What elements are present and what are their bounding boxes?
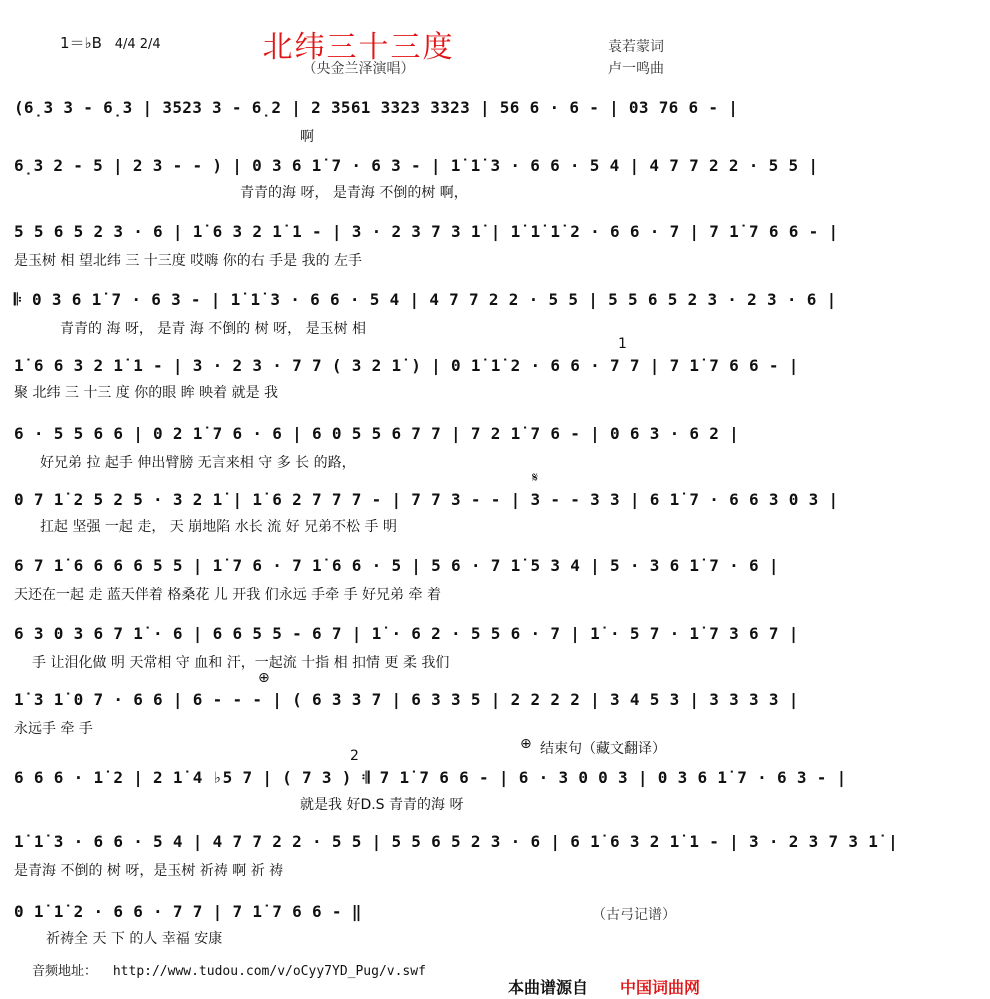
audio-address (32, 960, 426, 979)
score-line-11-lyrics: 就是我 好D.S 青青的海 呀 (300, 797, 464, 813)
score-line-6-lyrics: 好兄弟 拉 起手 伸出臂膀 无言来相 守 多 长 的路， (40, 455, 356, 471)
score-line-5-lyrics: 聚 北纬 三 十三 度 你的眼 眸 映着 就是 我 (14, 385, 279, 401)
score-line-9-notes: 6 3 0 3 6 7 1̇ · 6 | 6 6 5 5 - 6 7 | 1̇ · 6 2 · 5 5 6 · 7 | 1̇ · 5 7 · 1̇ 7 3 6 7 | (14, 624, 799, 643)
score-line-11-notes: 6 6 6 · 1̇ 2 | 2 1̇ 4 ♭5 7 | ( 7 3 ) 𝄇 7 1̇ 7 6 6 - | 6 · 3 0 0 3 | 0 3 6 1̇ 7 · 6 3 - | (14, 768, 847, 787)
score-line-10-lyrics: 永远手 牵 手 (14, 721, 93, 737)
volta-2-label: 2 (350, 748, 359, 764)
audio-url-link[interactable]: http://www.tudou.com/v/oCyy7YD_Pug/v.swf (112, 964, 426, 979)
score-line-3-lyrics: 是玉树 相 望北纬 三 十三度 哎嗨 你的右 手是 我的 左手 (14, 253, 363, 269)
key-time-signature (60, 32, 161, 53)
coda-mark-ending: ⊕ (520, 736, 532, 752)
score-line-4-lyrics: 青青的 海 呀， 是青 海 不倒的 树 呀， 是玉树 相 (60, 321, 367, 337)
score-line-6-notes: 6 · 5 5 6 6 | 0 2 1̇ 7 6 · 6 | 6 0 5 5 6 7 7 | 7 2 1̇ 7 6 - | 0 6 3 · 6 2 | (14, 424, 740, 443)
score-line-2-lyrics: 青青的海 呀， 是青海 不倒的树 啊， (240, 185, 468, 201)
volta-1-label: 1 (618, 336, 627, 352)
score-line-7-lyrics: 扛起 坚强 一起 走， 天 崩地陷 水长 流 好 兄弟不松 手 明 (40, 519, 397, 535)
key-signature: 1＝♭B (60, 34, 102, 52)
performer-subtitle: （央金兰泽演唱） (302, 61, 415, 77)
transcriber-credit: （古弓记谱） (592, 907, 676, 923)
source-text: 本曲谱源自 (508, 978, 589, 997)
composer: 卢一鸣曲 (608, 61, 664, 77)
score-line-7-notes: 0 7 1̇ 2 5 2 5 · 3 2 1̇ | 1̇ 6 2 7 7 7 - | 7 7 3 - - | 3 - - 3 3 | 6 1̇ 7 · 6 6 3 0 3 | (14, 490, 839, 509)
score-line-13-lyrics: 祈祷全 天 下 的人 幸福 安康 (46, 931, 223, 947)
score-line-5-notes: 1̇ 6 6 3 2 1̇ 1 - | 3 · 2 3 · 7 7 ( 3 2 1̇ ) | 0 1̇ 1̇ 2 · 6 6 · 7 7 | 7 1̇ 7 6 6 - | (14, 356, 799, 375)
score-line-8-notes: 6 7 1̇ 6 6 6 6 5 5 | 1̇ 7 6 · 7 1̇ 6 6 · 5 | 5 6 · 7 1̇ 5 3 4 | 5 · 3 6 1̇ 7 · 6 | (14, 556, 779, 575)
audio-label: 音频地址： (32, 964, 98, 979)
score-line-13-notes: 0 1̇ 1̇ 2 · 6 6 · 7 7 | 7 1̇ 7 6 6 - ‖ (14, 902, 362, 921)
score-line-2-notes: 6̣3 2 - 5 | 2 3 - - ) | 0 3 6 1̇ 7 · 6 3 - | 1̇ 1̇ 3 · 6 6 · 5 4 | 4 7 7 2 2 · 5 5 | (14, 156, 819, 175)
coda-mark: ⊕ (258, 670, 270, 686)
score-line-4-notes: 𝄆 0 3 6 1̇ 7 · 6 3 - | 1̇ 1̇ 3 · 6 6 · 5 4 | 4 7 7 2 2 · 5 5 | 5 5 6 5 2 3 · 2 3 · 6 | (14, 290, 837, 309)
segno-mark: 𝄋 (532, 470, 539, 486)
ending-phrase-label: 结束句（藏文翻译） (540, 741, 666, 757)
score-line-12-notes: 1̇ 1̇ 3 · 6 6 · 5 4 | 4 7 7 2 2 · 5 5 | 5 5 6 5 2 3 · 6 | 6 1̇ 6 3 2 1̇ 1 - | 3 · 2 3 7 3 1̇ | (14, 832, 899, 851)
score-line-1-lyrics: 啊 (300, 129, 314, 145)
score-line-3-notes: 5 5 6 5 2 3 · 6 | 1̇ 6 3 2 1̇ 1 - | 3 · 2 3 7 3 1̇ | 1̇ 1̇ 1̇ 2 · 6 6 · 7 | 7 1̇ 7 6 6 - | (14, 222, 839, 241)
page-title: 北纬三十三度 (262, 30, 455, 65)
brand-logo-text[interactable]: 中国词曲网 (620, 978, 701, 997)
score-line-10-notes: 1̇ 3 1̇ 0 7 · 6 6 | 6 - - - | ( 6 3 3 7 | 6 3 3 5 | 2 2 2 2 | 3 4 5 3 | 3 3 3 3 | (14, 690, 799, 709)
time-signature: 4/4 2/4 (114, 37, 161, 52)
score-line-1-notes: (6̣3 3 - 6̣3 | 3523 3 - 6̣2 | 2 3561 3323 3323 | 56 6 · 6 - | 03 76 6 - | (14, 98, 739, 117)
lyricist: 袁若蒙词 (608, 39, 664, 55)
score-line-9-lyrics: 手 让泪化做 明 天常相 守 血和 汗，一起流 十指 相 扣情 更 柔 我们 (32, 655, 450, 671)
score-line-8-lyrics: 天还在一起 走 蓝天伴着 格桑花 儿 开我 们永远 手牵 手 好兄弟 牵 着 (14, 587, 441, 603)
score-line-12-lyrics: 是青海 不倒的 树 呀，是玉树 祈祷 啊 祈 祷 (14, 863, 284, 879)
